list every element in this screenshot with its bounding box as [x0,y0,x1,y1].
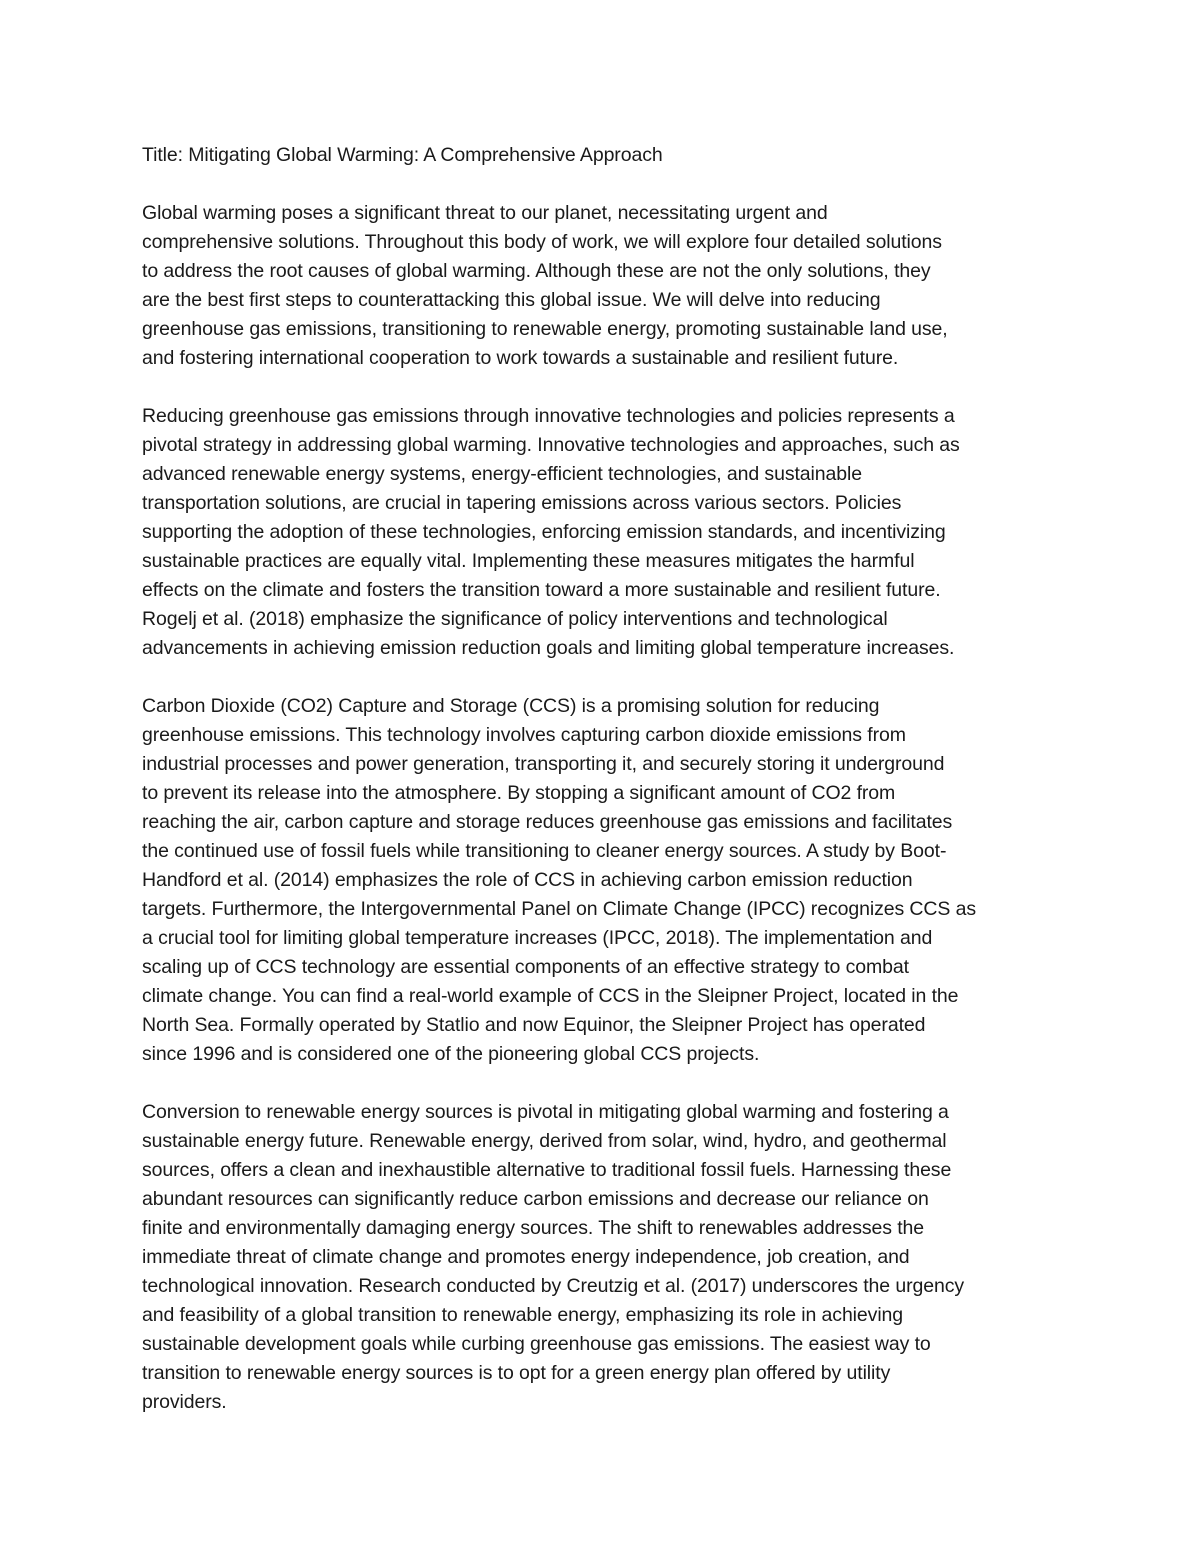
paragraph-line: reaching the air, carbon capture and storage reduces greenhouse gas emissions and facilitates [142,811,953,833]
paragraph-line: supporting the adoption of these technologies, enforcing emission standards, and incentivizing [142,521,946,543]
paragraph-line: pivotal strategy in addressing global warming. Innovative technologies and approaches, such as [142,434,960,456]
paragraph-line: Rogelj et al. (2018) emphasize the significance of policy interventions and technological [142,608,888,630]
paragraph-line: Carbon Dioxide (CO2) Capture and Storage (CCS) is a promising solution for reducing [142,695,880,717]
paragraph-line: since 1996 and is considered one of the pioneering global CCS projects. [142,1043,760,1065]
paragraph-line: advanced renewable energy systems, energy-efficient technologies, and sustainable [142,463,862,485]
paragraph-line: Conversion to renewable energy sources is pivotal in mitigating global warming and fostering a [142,1101,949,1123]
paragraph-line: sustainable development goals while curbing greenhouse gas emissions. The easiest way to [142,1333,931,1355]
paragraph-line: Handford et al. (2014) emphasizes the role of CCS in achieving carbon emission reduction [142,869,913,891]
paragraph-line: a crucial tool for limiting global temperature increases (IPCC, 2018). The implementation and [142,927,933,949]
paragraph-line: Reducing greenhouse gas emissions through innovative technologies and policies represents a [142,405,955,427]
paragraph-line: greenhouse gas emissions, transitioning to renewable energy, promoting sustainable land use, [142,318,948,340]
paragraph-line: targets. Furthermore, the Intergovernmental Panel on Climate Change (IPCC) recognizes CCS as [142,898,977,920]
paragraph-line: finite and environmentally damaging energy sources. The shift to renewables addresses the [142,1217,925,1239]
document-title: Title: Mitigating Global Warming: A Comprehensive Approach [142,144,663,166]
paragraph-intro [142,199,1057,373]
paragraph-line: immediate threat of climate change and promotes energy independence, job creation, and [142,1246,910,1268]
paragraph-ccs [142,692,1057,1069]
paragraph-line: Global warming poses a significant threat to our planet, necessitating urgent and [142,202,828,224]
paragraph-line: comprehensive solutions. Throughout this body of work, we will explore four detailed solutions [142,231,942,253]
paragraph-line: sources, offers a clean and inexhaustible alternative to traditional fossil fuels. Harnessing these [142,1159,952,1181]
paragraph-line: greenhouse emissions. This technology involves capturing carbon dioxide emissions from [142,724,906,746]
paragraph-line: technological innovation. Research conducted by Creutzig et al. (2017) underscores the urgency [142,1275,965,1297]
paragraph-line: transportation solutions, are crucial in tapering emissions across various sectors. Policies [142,492,902,514]
paragraph-line: transition to renewable energy sources is to opt for a green energy plan offered by utility [142,1362,891,1384]
paragraph-line: North Sea. Formally operated by Statlio and now Equinor, the Sleipner Project has operated [142,1014,926,1036]
paragraph-line: to address the root causes of global warming. Although these are not the only solutions, they [142,260,931,282]
paragraph-line: industrial processes and power generation, transporting it, and securely storing it underground [142,753,945,775]
paragraph-line: climate change. You can find a real-world example of CCS in the Sleipner Project, located in the [142,985,959,1007]
paragraph-line: sustainable energy future. Renewable energy, derived from solar, wind, hydro, and geothermal [142,1130,947,1152]
paragraph-line: and feasibility of a global transition to renewable energy, emphasizing its role in achieving [142,1304,904,1326]
paragraph-line: advancements in achieving emission reduction goals and limiting global temperature increases. [142,637,955,659]
paragraph-emissions [142,402,1057,663]
paragraph-renewables [142,1098,1057,1417]
paragraph-line: to prevent its release into the atmosphere. By stopping a significant amount of CO2 from [142,782,896,804]
paragraph-line: the continued use of fossil fuels while transitioning to cleaner energy sources. A study by Boot- [142,840,947,862]
paragraph-line: sustainable practices are equally vital. Implementing these measures mitigates the harmful [142,550,915,572]
document-body [142,141,1057,1446]
paragraph-line: providers. [142,1391,227,1413]
paragraph-line: abundant resources can significantly reduce carbon emissions and decrease our reliance on [142,1188,929,1210]
paragraph-line: effects on the climate and fosters the transition toward a more sustainable and resilient future. [142,579,941,601]
paragraph-line: scaling up of CCS technology are essential components of an effective strategy to combat [142,956,909,978]
paragraph-line: are the best first steps to counterattacking this global issue. We will delve into reducing [142,289,881,311]
paragraph-line: and fostering international cooperation to work towards a sustainable and resilient future. [142,347,899,369]
